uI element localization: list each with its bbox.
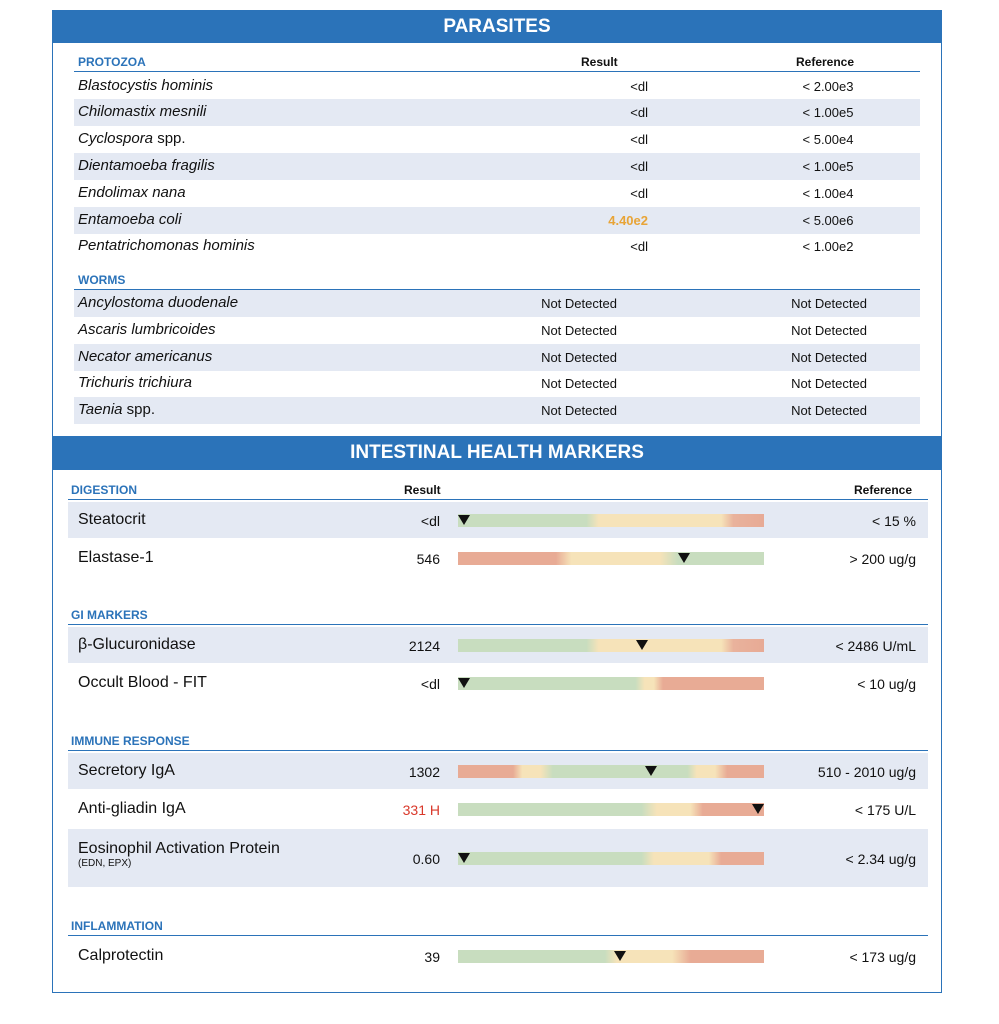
parasites-title: PARASITES (443, 16, 551, 37)
parasites-banner (52, 10, 942, 43)
digestion-label: DIGESTION (71, 483, 138, 497)
gauge-marker (458, 678, 470, 688)
marker-gauge (458, 514, 764, 527)
organism-genus-species: Cyclospora (78, 130, 154, 148)
organism-genus-species: Necator americanus (78, 347, 213, 365)
organism-reference: < 2.00e3 (802, 78, 854, 94)
protozoa-row (74, 99, 920, 126)
organism-reference: < 1.00e5 (802, 105, 854, 121)
organism-reference: Not Detected (791, 376, 867, 392)
organism-result: Not Detected (541, 296, 617, 311)
marker-gauge (458, 950, 764, 963)
markers-title: INTESTINAL HEALTH MARKERS (350, 442, 644, 463)
worm-row (74, 397, 920, 424)
marker-gauge (458, 677, 764, 690)
worm-row (74, 370, 920, 397)
marker-result: 0.60 (412, 850, 440, 867)
worm-row (74, 317, 920, 344)
organism-result: Not Detected (541, 376, 617, 392)
organism-name (78, 294, 238, 311)
marker-result: 1302 (408, 763, 440, 780)
organism-genus-species: Entamoeba coli (78, 210, 182, 228)
marker-row (68, 829, 928, 887)
marker-row (68, 791, 928, 827)
organism-result: <dl (630, 78, 648, 94)
marker-name: Anti-gliadin IgA (78, 800, 186, 817)
marker-result: 331 H (402, 801, 440, 818)
marker-subtitle: (EDN, EPX) (78, 858, 132, 869)
marker-gauge (458, 765, 764, 778)
marker-reference: > 200 ug/g (849, 550, 916, 567)
organism-result: <dl (630, 158, 648, 174)
organism-genus-species: Endolimax nana (78, 183, 186, 201)
organism-name (78, 348, 212, 365)
organism-result: <dl (630, 105, 648, 121)
organism-genus-species: Ascaris lumbricoides (78, 320, 216, 338)
organism-name (78, 77, 213, 94)
gi-markers-label: GI MARKERS (71, 608, 148, 622)
marker-reference: < 175 U/L (854, 801, 916, 818)
worm-row (74, 344, 920, 371)
markers-result-header: Result (404, 483, 441, 497)
gauge-marker (636, 640, 648, 650)
protozoa-row (74, 73, 920, 100)
organism-name (78, 211, 181, 228)
marker-reference: < 10 ug/g (857, 675, 916, 692)
marker-reference: < 2486 U/mL (835, 637, 916, 654)
marker-reference: < 173 ug/g (849, 948, 916, 965)
marker-row (68, 665, 928, 701)
inflammation-label: INFLAMMATION (71, 919, 163, 933)
protozoa-row (74, 207, 920, 234)
gauge-marker (678, 553, 690, 563)
marker-name: Elastase-1 (78, 549, 154, 566)
gauge-marker (645, 766, 657, 776)
marker-gauge (458, 852, 764, 865)
organism-genus-species: Blastocystis hominis (78, 76, 214, 94)
organism-suffix: spp. (122, 401, 156, 419)
organism-result: Not Detected (541, 349, 617, 365)
marker-row (68, 938, 928, 974)
organism-name (78, 103, 206, 120)
immune-response-label: IMMUNE RESPONSE (71, 734, 190, 748)
organism-result: Not Detected (541, 322, 617, 338)
organism-reference: < 1.00e2 (802, 239, 854, 255)
organism-name (78, 157, 215, 174)
organism-genus-species: Dientamoeba fragilis (78, 156, 215, 174)
organism-genus-species: Pentatrichomonas hominis (78, 237, 255, 255)
marker-row (68, 502, 928, 538)
organism-name (78, 130, 186, 147)
marker-reference: 510 - 2010 ug/g (817, 763, 916, 780)
inflammation-divider (68, 935, 928, 936)
organism-reference: Not Detected (791, 349, 867, 365)
organism-suffix: spp. (153, 130, 186, 148)
marker-row (68, 540, 928, 576)
organism-genus-species: Chilomastix mesnili (78, 103, 207, 121)
marker-name: Eosinophil Activation Protein (78, 840, 280, 857)
protozoa-row (74, 233, 920, 260)
marker-result: 39 (424, 948, 440, 965)
marker-name: β-Glucuronidase (78, 636, 196, 653)
gauge-marker (752, 804, 764, 814)
organism-genus-species: Trichuris trichiura (78, 374, 192, 392)
marker-reference: < 15 % (872, 512, 916, 529)
marker-gauge (458, 639, 764, 652)
organism-reference: < 5.00e4 (802, 132, 854, 148)
markers-banner (52, 436, 942, 470)
marker-gauge (458, 552, 764, 565)
marker-result: <dl (420, 675, 440, 692)
gauge-marker (614, 951, 626, 961)
organism-result: <dl (630, 239, 648, 255)
markers-reference-header: Reference (854, 483, 913, 497)
organism-name (78, 401, 155, 418)
marker-result: <dl (420, 512, 440, 529)
marker-result: 546 (416, 550, 440, 567)
protozoa-label: PROTOZOA (78, 55, 146, 69)
marker-row (68, 627, 928, 663)
gauge-marker (458, 853, 470, 863)
immune-divider (68, 750, 928, 751)
parasites-reference-header: Reference (796, 55, 855, 69)
organism-reference: < 5.00e6 (802, 212, 854, 228)
marker-name: Occult Blood - FIT (78, 674, 207, 691)
marker-gauge (458, 803, 764, 816)
gi-divider (68, 624, 928, 625)
organism-reference: Not Detected (791, 296, 867, 311)
parasites-result-header: Result (581, 55, 618, 69)
marker-name: Calprotectin (78, 947, 164, 964)
marker-result: 2124 (408, 637, 440, 654)
organism-name (78, 184, 186, 201)
marker-row (68, 753, 928, 789)
organism-genus-species: Ancylostoma duodenale (78, 294, 239, 311)
gauge-marker (458, 515, 470, 525)
worm-row (74, 290, 920, 317)
organism-reference: < 1.00e5 (802, 158, 854, 174)
organism-result: Not Detected (541, 403, 617, 419)
organism-result: <dl (630, 132, 648, 148)
protozoa-row (74, 126, 920, 153)
worms-label: WORMS (78, 273, 126, 287)
organism-genus-species: Taenia (78, 401, 123, 419)
organism-result: <dl (630, 185, 648, 201)
organism-name (78, 321, 216, 338)
marker-name: Secretory IgA (78, 762, 175, 779)
marker-reference: < 2.34 ug/g (845, 850, 916, 867)
marker-name: Steatocrit (78, 511, 146, 528)
organism-result: 4.40e2 (608, 212, 648, 228)
organism-reference: Not Detected (791, 322, 867, 338)
organism-name (78, 374, 192, 391)
digestion-divider (68, 499, 928, 500)
organism-reference: < 1.00e4 (802, 185, 854, 201)
organism-reference: Not Detected (791, 403, 867, 419)
protozoa-row (74, 180, 920, 207)
protozoa-row (74, 153, 920, 180)
organism-name (78, 237, 255, 254)
